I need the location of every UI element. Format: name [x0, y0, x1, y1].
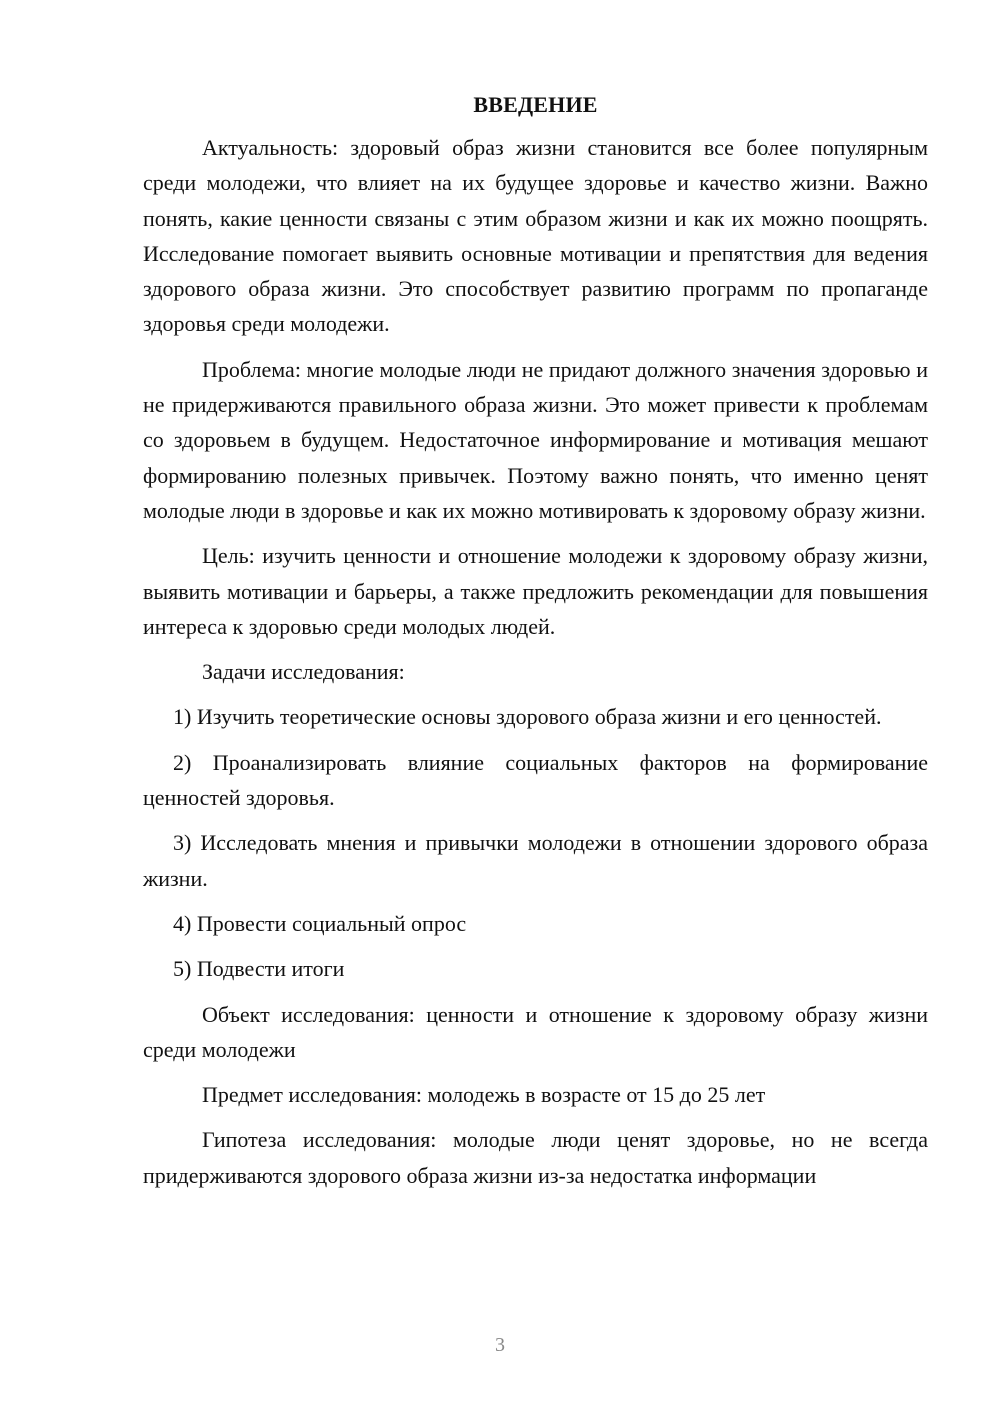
task-item-4: 4) Провести социальный опрос	[173, 910, 467, 936]
paragraph-tasks-heading: Задачи исследования:	[202, 659, 405, 685]
paragraph-relevance: Актуальность: здоровый образ жизни становится все более популярным среди молодежи, что влияет на их будущее здоровье и качество жизни. Важно понять, какие ценности связаны с этим образом жизни и как их можно поощрять. Исследование помогает выявить основные мотивации и препятствия для ведения здорового образа жизни. Это способствует развитию программ по пропаганде здоровья среди молодежи.	[143, 135, 928, 337]
task-item-3: 3) Исследовать мнения и привычки молодежи в отношении здорового образа жизни.	[143, 830, 928, 891]
section-heading: ВВЕДЕНИЕ	[473, 92, 598, 117]
task-item-5: 5) Подвести итоги	[173, 956, 345, 982]
paragraph-hypothesis: Гипотеза исследования: молодые люди ценят здоровье, но не всегда придерживаются здорового образа жизни из-за недостатка информации	[143, 1127, 928, 1188]
document-body	[143, 92, 928, 1193]
paragraph-problem: Проблема: многие молодые люди не придают должного значения здоровью и не придерживаются правильного образа жизни. Это может привести к проблемам со здоровьем в будущем. Недостаточное информирование и мотивация мешают формированию полезных привычек. Поэтому важно понять, что именно ценят молодые люди в здоровье и как их можно мотивировать к здоровому образу жизни.	[143, 356, 928, 523]
task-item-1: 1) Изучить теоретические основы здорового образа жизни и его ценностей.	[173, 704, 882, 730]
paragraph-goal: Цель: изучить ценности и отношение молодежи к здоровому образу жизни, выявить мотивации и барьеры, а также предложить рекомендации для повышения интереса к здоровью среди молодых людей.	[143, 543, 928, 639]
paragraph-object: Объект исследования: ценности и отношение к здоровому образу жизни среди молодежи	[143, 1001, 928, 1062]
paragraph-subject: Предмет исследования: молодежь в возрасте от 15 до 25 лет	[202, 1082, 766, 1108]
task-item-2: 2) Проанализировать влияние социальных факторов на формирование ценностей здоровья.	[143, 749, 928, 811]
page-number: 3	[495, 1334, 505, 1356]
